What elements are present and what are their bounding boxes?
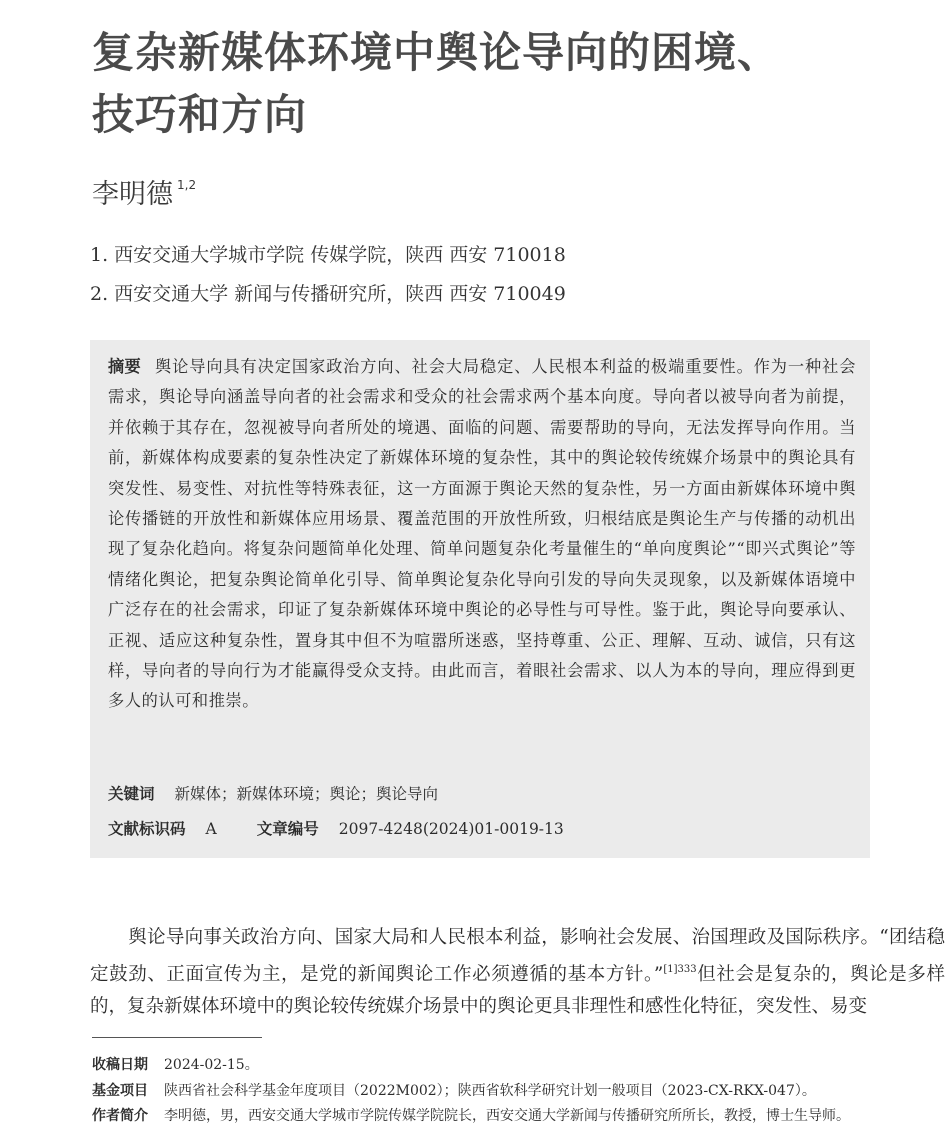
bio-value: 李明德，男，西安交通大学城市学院传媒学院院长，西安交通大学新闻与传播研究所所长，教授，博士生导师。 bbox=[164, 1108, 850, 1124]
keywords-value: 新媒体；新媒体环境；舆论；舆论导向 bbox=[174, 785, 439, 803]
author-name: 李明德 bbox=[92, 179, 173, 210]
body-text-part1: 舆论导向事关政治方向、国家大局和人民根本利益，影响社会发展、治国理政及国际秩序。“团结稳定鼓劲、正面宣传为主，是党的新闻舆论工作必须遵循的基本方针。” bbox=[90, 927, 945, 985]
doc-code-label: 文献标识码 bbox=[108, 820, 186, 838]
article-no-value: 2097-4248(2024)01-0019-13 bbox=[338, 820, 564, 838]
body-text-part2: 但社会是复杂的，舆论是多样的，复杂新媒体环境中的舆论较传统媒介场景中的舆论更具非理性和感性化特征，突发性、易变 bbox=[90, 964, 945, 1017]
received-value: 2024-02-15。 bbox=[164, 1057, 259, 1073]
abstract-text: 舆论导向具有决定国家政治方向、社会大局稳定、人民根本利益的极端重要性。作为一种社会需求，舆论导向涵盖导向者的社会需求和受众的社会需求两个基本向度。导向者以被导向者为前提，并依赖于其存在，忽视被导向者所处的境遇、面临的问题、需要帮助的导向，无法发挥导向作用。当前，新媒体构成要素的复杂性决定了新媒体环境的复杂性，其中的舆论较传统媒介场景中的舆论具有突发性、易变性、对抗性等特殊表征，这一方面源于舆论天然的复杂性，另一方面由新媒体环境中舆论传播链的开放性和新媒体应用场景、覆盖范围的开放性所致，归根结底是舆论生产与传播的动机出现了复杂化趋向。将复杂问题简单化处理、简单问题复杂化考量催生的“单向度舆论”“即兴式舆论”等情绪化舆论，把复杂舆论简单化引导、简单舆论复杂化导向引发的导向失灵现象，以及新媒体语境中广泛存在的社会需求，印证了复杂新媒体环境中舆论的必导性与可导性。鉴于此，舆论导向要承认、正视、适应这种复杂性，置身其中但不为喧嚣所迷惑，坚持尊重、公正、理解、互动、诚信，只有这样，导向者的导向行为才能赢得受众支持。由此而言，着眼社会需求、以人为本的导向，理应得到更多人的认可和推崇。 bbox=[108, 357, 856, 711]
author-affil-marks: 1,2 bbox=[177, 178, 197, 192]
title-line-2: 技巧和方向 bbox=[92, 90, 308, 139]
keywords-label: 关键词 bbox=[108, 785, 155, 803]
received-label: 收稿日期 bbox=[92, 1057, 148, 1073]
footnote-bio bbox=[92, 1105, 850, 1125]
article-title bbox=[92, 22, 932, 146]
author-line bbox=[92, 172, 196, 211]
footnote-divider bbox=[92, 1037, 262, 1038]
footnote-fund bbox=[92, 1080, 816, 1100]
affiliation-2: 2. 西安交通大学 新闻与传播研究所，陕西 西安 710049 bbox=[90, 283, 566, 305]
title-line-1: 复杂新媒体环境中舆论导向的困境、 bbox=[92, 28, 781, 77]
abstract-box bbox=[90, 340, 870, 858]
bio-label: 作者简介 bbox=[92, 1108, 148, 1124]
fund-label: 基金项目 bbox=[92, 1083, 148, 1099]
article-no-label: 文章编号 bbox=[256, 820, 319, 838]
body-paragraph bbox=[90, 922, 945, 1023]
abstract bbox=[108, 352, 856, 717]
footnote-received bbox=[92, 1054, 259, 1074]
keywords-row bbox=[108, 782, 438, 804]
identifier-row bbox=[108, 817, 584, 839]
fund-value: 陕西省社会科学基金年度项目（2022M002）；陕西省软科学研究计划一般项目（2023-CX-RKX-047）。 bbox=[164, 1083, 816, 1099]
citation-ref: [1]333 bbox=[663, 964, 697, 975]
doc-code-value: A bbox=[205, 820, 217, 838]
abstract-label: 摘要 bbox=[108, 357, 142, 376]
affiliation-1: 1. 西安交通大学城市学院 传媒学院，陕西 西安 710018 bbox=[90, 244, 566, 266]
